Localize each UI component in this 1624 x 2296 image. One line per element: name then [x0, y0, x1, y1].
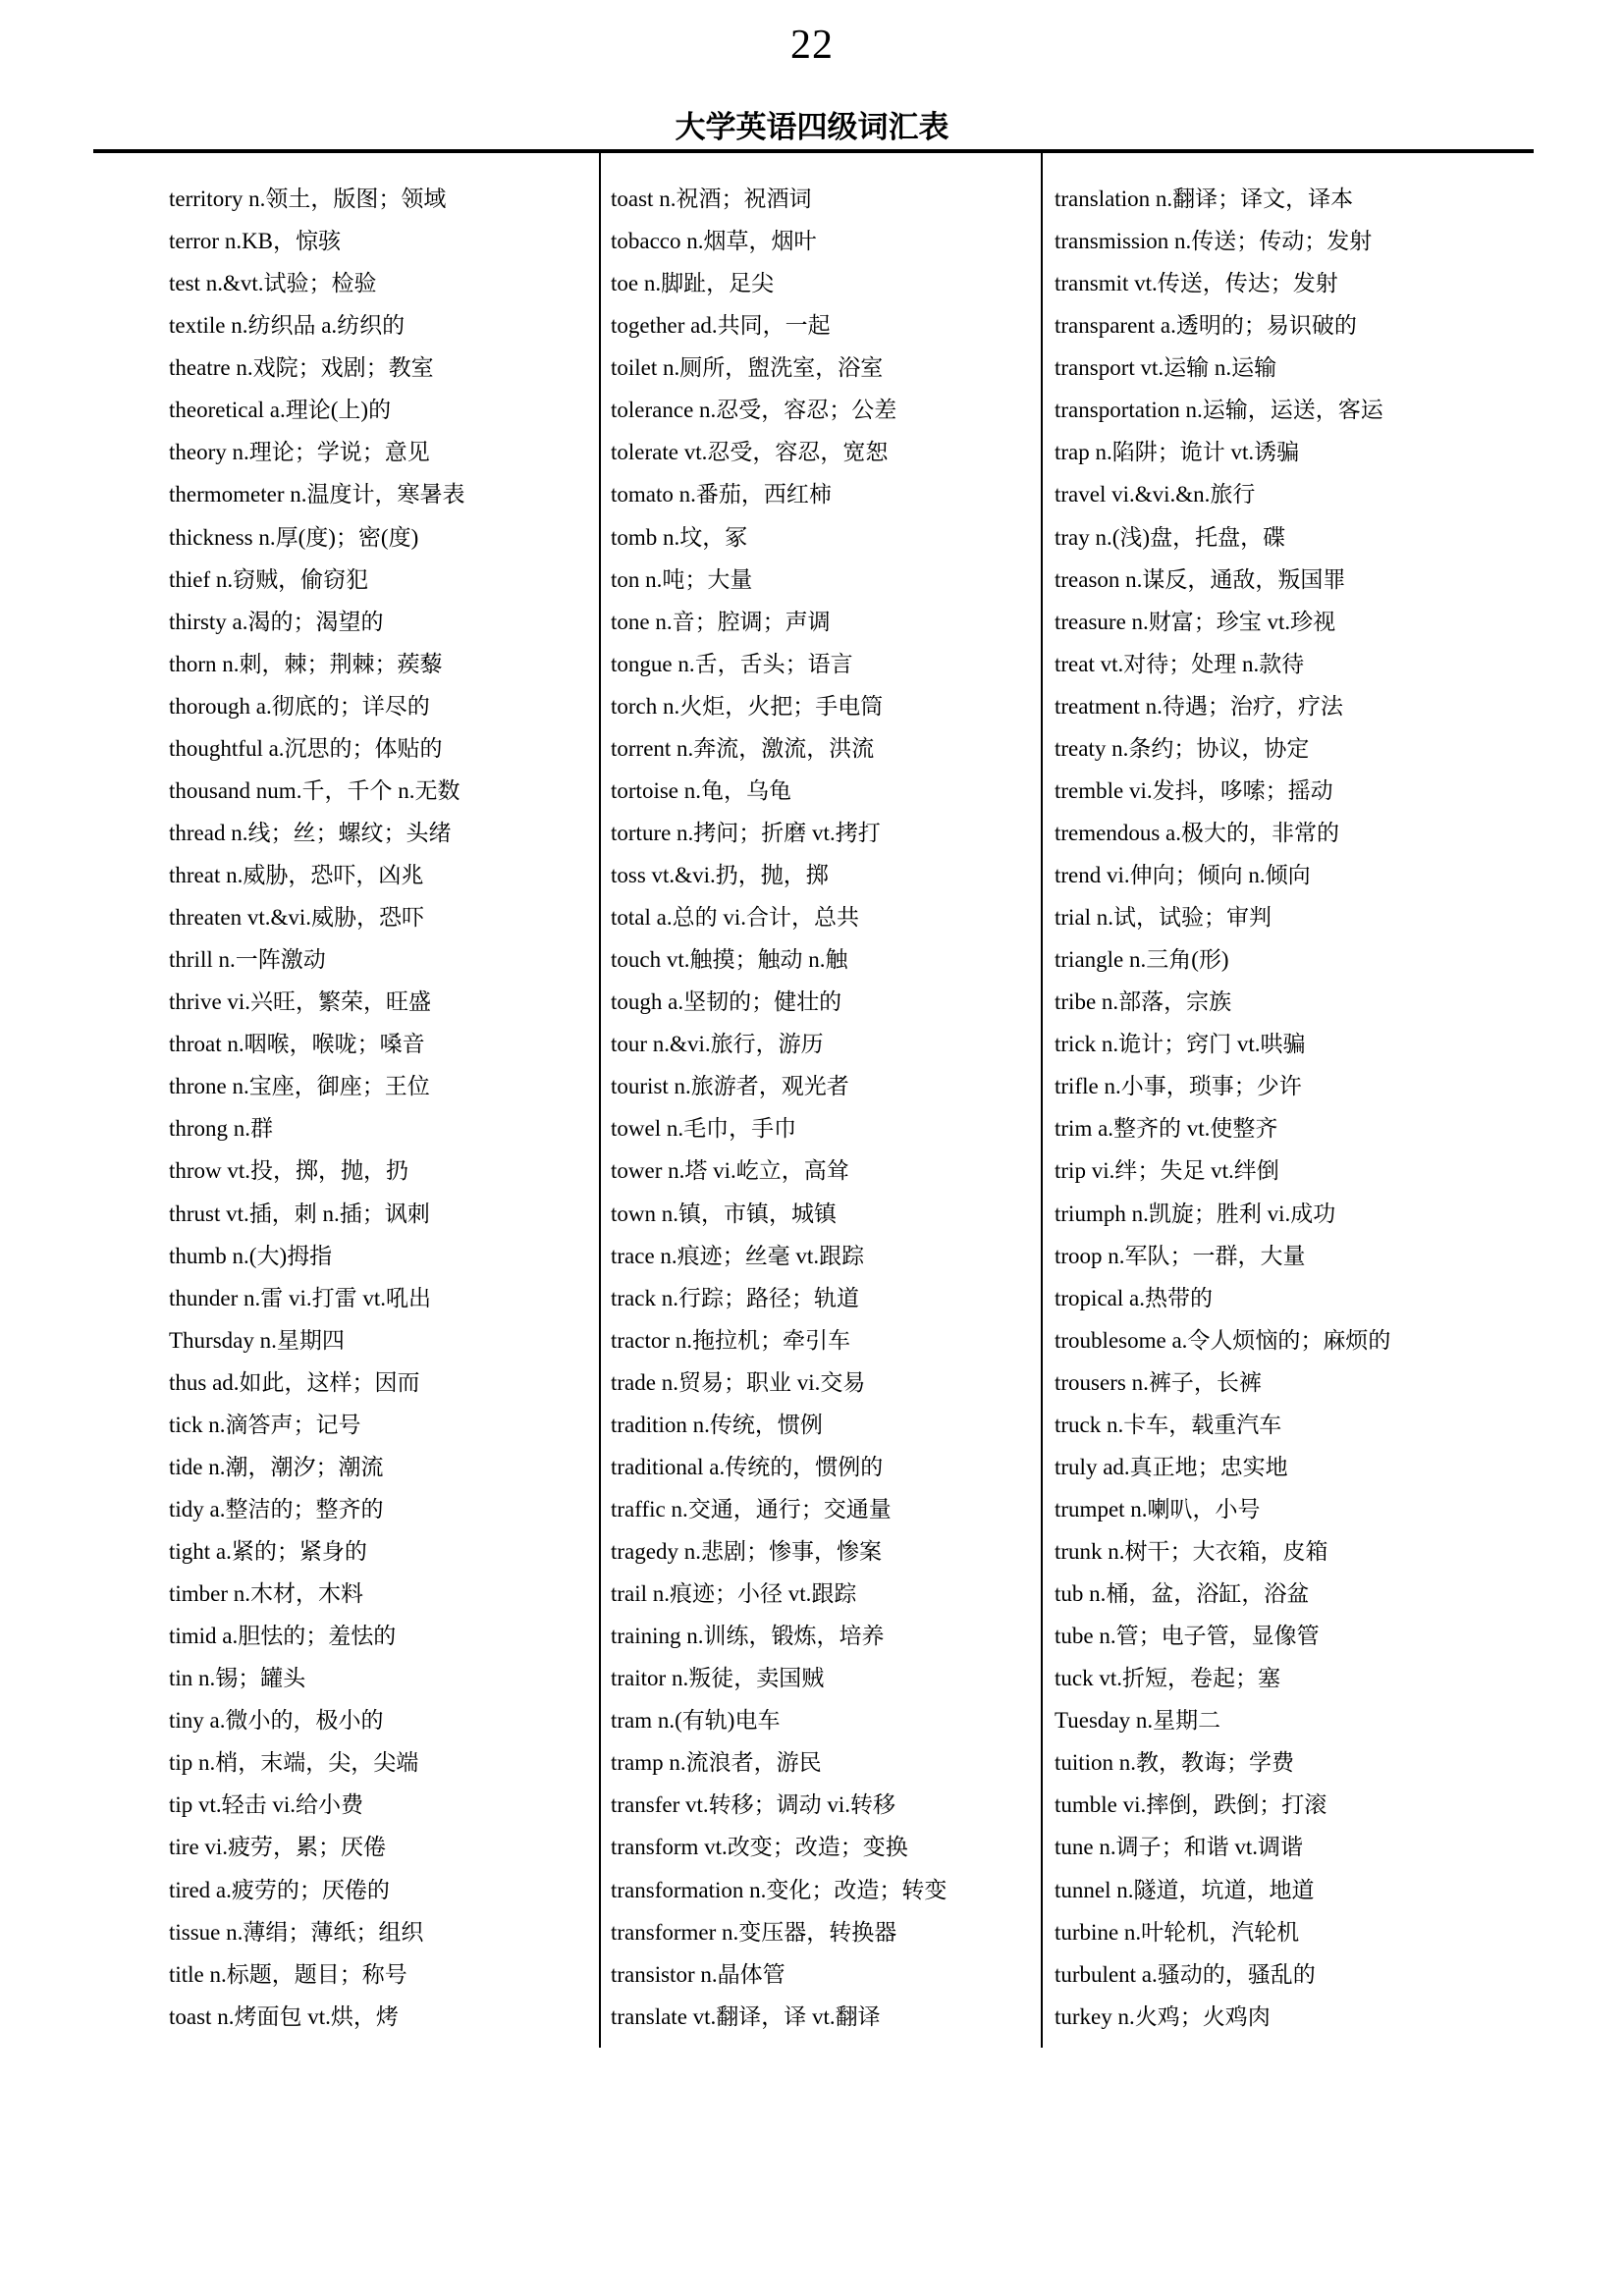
vocab-entry: track n.行踪；路径；轨道 [611, 1285, 859, 1310]
vocab-entry: thief n.窃贼，偷窃犯 [169, 566, 369, 592]
vocab-entry: transmit vt.传送，传达；发射 [1055, 271, 1338, 296]
vocab-entry: turbine n.叶轮机，汽轮机 [1055, 1919, 1300, 1945]
vocab-column-1 [169, 178, 597, 2038]
vocab-entry: tune n.调子；和谐 vt.调谐 [1055, 1835, 1303, 1860]
vocab-entry: thus ad.如此，这样；因而 [169, 1369, 420, 1395]
vocab-entry: thirsty a.渴的；渴望的 [169, 609, 384, 634]
vocab-entry: traditional a.传统的，惯例的 [611, 1454, 884, 1479]
vocab-entry: tray n.(浅)盘，托盘，碟 [1055, 524, 1286, 550]
vocab-entry: turbulent a.骚动的，骚乱的 [1055, 1961, 1316, 1987]
vocab-entry: tourist n.旅游者，观光者 [611, 1074, 849, 1099]
vocab-entry: throne n.宝座，御座；王位 [169, 1074, 430, 1099]
vocab-entry: toe n.脚趾，足尖 [611, 271, 775, 296]
vocab-entry: turkey n.火鸡；火鸡肉 [1055, 2003, 1271, 2029]
vocab-entry: troop n.军队；一群，大量 [1055, 1243, 1306, 1268]
vocab-entry: threaten vt.&vi.威胁，恐吓 [169, 905, 424, 931]
vocab-entry: touch vt.触摸；触动 n.触 [611, 947, 848, 973]
vocab-entry: throat n.咽喉，喉咙；嗓音 [169, 1032, 425, 1057]
page-number: 22 [790, 23, 834, 68]
vocab-entry: tube n.管；电子管，显像管 [1055, 1624, 1320, 1649]
vocab-entry: thrive vi.兴旺，繁荣，旺盛 [169, 989, 432, 1015]
vocab-entry: troublesome a.令人烦恼的；麻烦的 [1055, 1327, 1391, 1353]
vocab-entry: towel n.毛巾，手巾 [611, 1116, 797, 1142]
vocab-entry: tuition n.教，教诲；学费 [1055, 1750, 1295, 1776]
vocab-entry: thousand num.千，千个 n.无数 [169, 777, 460, 803]
vocab-entry: trend vi.伸向；倾向 n.倾向 [1055, 863, 1311, 887]
vocab-entry: treat vt.对待；处理 n.款待 [1055, 651, 1305, 676]
vocab-entry: tremble vi.发抖，哆嗦；摇动 [1055, 777, 1333, 803]
vocab-entry: tide n.潮，潮汐；潮流 [169, 1454, 384, 1479]
vocab-entry: transformation n.变化；改造；转变 [611, 1877, 947, 1902]
vocab-entry: torture n.拷问；折磨 vt.拷打 [611, 820, 881, 845]
vocab-entry: triumph n.凯旋；胜利 vi.成功 [1055, 1201, 1336, 1226]
vocab-entry: truck n.卡车，载重汽车 [1055, 1412, 1282, 1437]
vocab-entry: tire vi.疲劳，累；厌倦 [169, 1835, 387, 1860]
vocab-entry: trick n.诡计；窍门 vt.哄骗 [1055, 1032, 1306, 1057]
vocab-entry: terror n.KB，惊骇 [169, 229, 342, 254]
vocab-entry: together ad.共同，一起 [611, 313, 831, 339]
vocab-entry: thumb n.(大)拇指 [169, 1243, 333, 1268]
vocab-entry: tour n.&vi.旅行，游历 [611, 1032, 824, 1057]
vocab-entry: treason n.谋反，通敌，叛国罪 [1055, 566, 1346, 592]
vocab-entry: transparent a.透明的；易识破的 [1055, 313, 1357, 339]
vocab-entry: test n.&vt.试验；检验 [169, 271, 377, 296]
vocab-entry: tired a.疲劳的；厌倦的 [169, 1877, 390, 1902]
vocab-entry: transfer vt.转移；调动 vi.转移 [611, 1792, 896, 1818]
vocab-entry: timber n.木材，木料 [169, 1581, 364, 1607]
vocab-entry: tongue n.舌，舌头；语言 [611, 651, 853, 676]
vocab-entry: town n.镇，市镇，城镇 [611, 1201, 837, 1226]
vocab-entry: tumble vi.摔倒，跌倒；打滚 [1055, 1792, 1327, 1818]
vocab-entry: tiny a.微小的，极小的 [169, 1708, 384, 1734]
vocab-entry: tram n.(有轨)电车 [611, 1708, 781, 1734]
vocab-entry: theoretical a.理论(上)的 [169, 398, 392, 423]
column-divider-1 [599, 153, 601, 2048]
vocab-entry: textile n.纺织品 a.纺织的 [169, 313, 406, 339]
vocab-entry: title n.标题，题目；称号 [169, 1961, 407, 1987]
vocab-entry: trumpet n.喇叭，小号 [1055, 1496, 1261, 1522]
vocab-entry: tick n.滴答声；记号 [169, 1412, 361, 1437]
vocab-entry: trip vi.绊；失足 vt.绊倒 [1055, 1158, 1279, 1184]
vocab-entry: trousers n.裤子，长裤 [1055, 1369, 1262, 1395]
vocab-column-3 [1055, 178, 1524, 2038]
vocab-entry: throw vt.投，掷，抛，扔 [169, 1158, 409, 1184]
vocab-column-2 [611, 178, 1039, 2038]
vocab-entry: tuck vt.折短，卷起；塞 [1055, 1666, 1280, 1691]
vocab-entry: thickness n.厚(度)；密(度) [169, 524, 419, 550]
vocab-entry: tough a.坚韧的；健壮的 [611, 989, 842, 1015]
vocab-entry: trade n.贸易；职业 vi.交易 [611, 1369, 866, 1395]
vocab-entry: toast n.烤面包 vt.烘，烤 [169, 2003, 399, 2029]
vocab-entry: trim a.整齐的 vt.使整齐 [1055, 1116, 1278, 1142]
vocab-entry: translation n.翻译；译文，译本 [1055, 187, 1354, 211]
vocab-entry: transform vt.改变；改造；变换 [611, 1835, 908, 1860]
vocab-entry: tip vt.轻击 vi.给小费 [169, 1792, 364, 1818]
vocab-entry: tomb n.坟，冢 [611, 524, 748, 550]
vocab-entry: trunk n.树干；大衣箱，皮箱 [1055, 1539, 1328, 1564]
vocab-entry: toast n.祝酒；祝酒词 [611, 187, 812, 211]
vocab-entry: tone n.音；腔调；声调 [611, 609, 831, 634]
vocab-entry: tolerate vt.忍受，容忍，宽恕 [611, 440, 889, 465]
vocab-entry: thunder n.雷 vi.打雷 vt.吼出 [169, 1285, 432, 1310]
vocab-entry: treatment n.待遇；治疗，疗法 [1055, 693, 1343, 719]
vocab-entry: trap n.陷阱；诡计 vt.诱骗 [1055, 440, 1300, 465]
vocab-entry: threat n.威胁，恐吓，凶兆 [169, 863, 424, 887]
vocab-entry: traitor n.叛徒，卖国贼 [611, 1666, 825, 1691]
vocab-entry: tomato n.番茄，西红柿 [611, 482, 832, 507]
vocab-entry: ton n.吨；大量 [611, 566, 753, 592]
vocab-entry: tolerance n.忍受，容忍；公差 [611, 398, 897, 423]
vocab-entry: training n.训练，锻炼，培养 [611, 1624, 885, 1649]
vocab-entry: tidy a.整洁的；整齐的 [169, 1496, 384, 1522]
vocab-entry: tropical a.热带的 [1055, 1285, 1213, 1310]
vocab-entry: torrent n.奔流，激流，洪流 [611, 735, 875, 761]
vocab-entry: transport vt.运输 n.运输 [1055, 355, 1277, 381]
vocab-entry: thermometer n.温度计，寒暑表 [169, 482, 465, 507]
vocab-entry: tramp n.流浪者，游民 [611, 1750, 822, 1776]
vocab-entry: toss vt.&vi.扔，抛，掷 [611, 863, 829, 887]
vocab-entry: transmission n.传送；传动；发射 [1055, 229, 1373, 254]
vocab-entry: tin n.锡；罐头 [169, 1666, 306, 1691]
vocab-entry: transformer n.变压器，转换器 [611, 1919, 897, 1945]
vocab-entry: tortoise n.龟，乌龟 [611, 777, 791, 803]
vocab-entry: throng n.群 [169, 1116, 274, 1142]
vocab-entry: torch n.火炬，火把；手电筒 [611, 693, 884, 719]
vocab-entry: tradition n.传统，惯例 [611, 1412, 823, 1437]
vocab-entry: tunnel n.隧道，坑道，地道 [1055, 1877, 1315, 1902]
column-divider-2 [1041, 153, 1043, 2048]
vocab-entry: toilet n.厕所，盥洗室，浴室 [611, 355, 884, 381]
vocab-entry: triangle n.三角(形) [1055, 947, 1229, 973]
vocab-entry: tobacco n.烟草，烟叶 [611, 229, 817, 254]
vocab-entry: transportation n.运输，运送，客运 [1055, 398, 1383, 423]
vocab-entry: tragedy n.悲剧；惨事，惨案 [611, 1539, 882, 1564]
vocab-entry: traffic n.交通，通行；交通量 [611, 1496, 892, 1522]
vocab-entry: tower n.塔 vi.屹立，高耸 [611, 1158, 849, 1184]
vocab-entry: tissue n.薄绢；薄纸；组织 [169, 1919, 424, 1945]
vocab-entry: trial n.试，试验；审判 [1055, 905, 1272, 931]
vocab-entry: translate vt.翻译，译 vt.翻译 [611, 2003, 881, 2029]
vocab-entry: Tuesday n.星期二 [1055, 1708, 1221, 1734]
vocab-entry: theatre n.戏院；戏剧；教室 [169, 355, 434, 381]
vocab-entry: territory n.领土，版图；领域 [169, 187, 447, 211]
vocab-entry: trifle n.小事，琐事；少许 [1055, 1074, 1302, 1099]
vocab-entry: treasure n.财富；珍宝 vt.珍视 [1055, 609, 1336, 634]
header-rule [93, 149, 1534, 153]
vocab-entry: Thursday n.星期四 [169, 1327, 345, 1353]
vocab-entry: travel vi.&vi.&n.旅行 [1055, 482, 1256, 507]
vocab-entry: tractor n.拖拉机；牵引车 [611, 1327, 851, 1353]
vocab-entry: thoughtful a.沉思的；体贴的 [169, 735, 443, 761]
vocab-entry: treaty n.条约；协议，协定 [1055, 735, 1310, 761]
page-title: 大学英语四级词汇表 [675, 110, 949, 144]
vocab-entry: total a.总的 vi.合计，总共 [611, 905, 859, 931]
vocab-entry: tight a.紧的；紧身的 [169, 1539, 367, 1564]
vocab-entry: truly ad.真正地；忠实地 [1055, 1454, 1288, 1479]
vocab-entry: trace n.痕迹；丝毫 vt.跟踪 [611, 1243, 865, 1268]
vocab-entry: thread n.线；丝；螺纹；头绪 [169, 820, 452, 845]
vocab-entry: theory n.理论；学说；意见 [169, 440, 430, 465]
vocab-entry: trail n.痕迹；小径 vt.跟踪 [611, 1581, 857, 1607]
vocab-entry: tub n.桶，盆，浴缸，浴盆 [1055, 1581, 1310, 1607]
vocab-entry: timid a.胆怯的；羞怯的 [169, 1624, 397, 1649]
vocab-entry: tremendous a.极大的，非常的 [1055, 820, 1340, 845]
vocab-entry: thorn n.刺，棘；荆棘；蒺藜 [169, 651, 443, 676]
vocab-entry: thrust vt.插，刺 n.插；讽刺 [169, 1201, 430, 1226]
vocab-entry: tip n.梢，末端，尖，尖端 [169, 1750, 419, 1776]
vocab-entry: tribe n.部落，宗族 [1055, 989, 1232, 1015]
vocab-entry: thrill n.一阵激动 [169, 947, 326, 973]
vocab-entry: thorough a.彻底的；详尽的 [169, 693, 430, 719]
vocab-entry: transistor n.晶体管 [611, 1961, 785, 1987]
